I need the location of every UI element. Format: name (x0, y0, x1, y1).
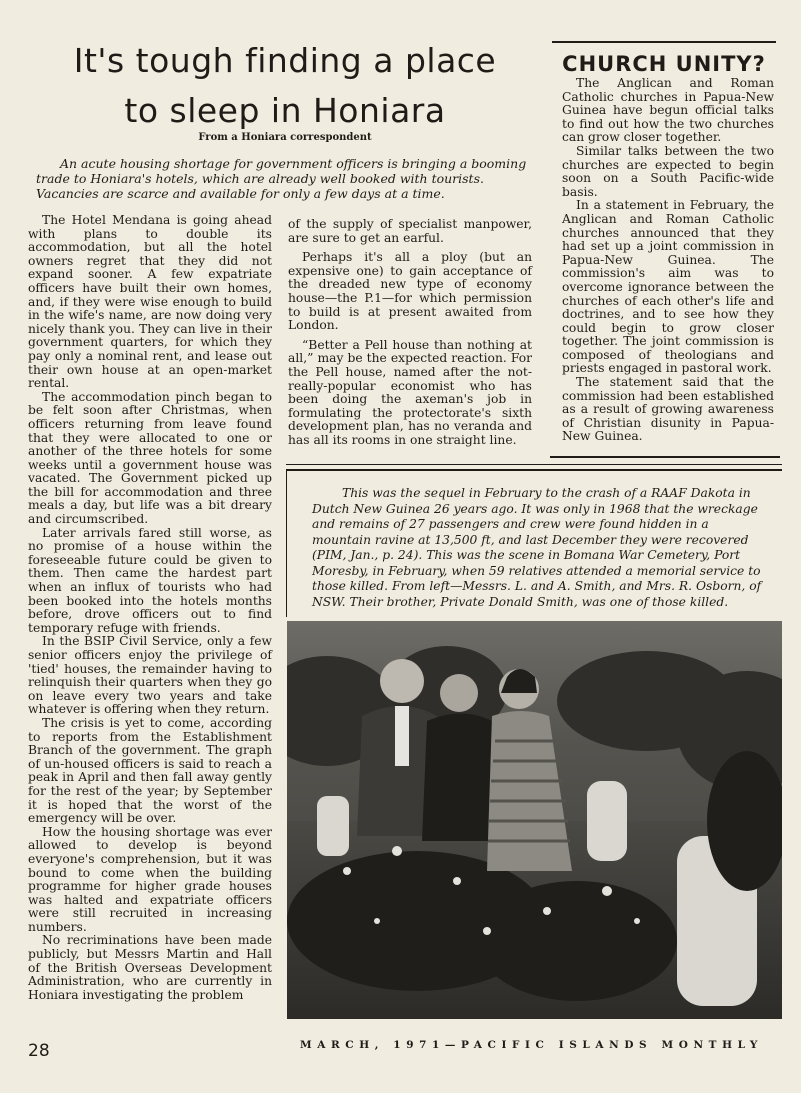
cemetery-photo (287, 621, 782, 1019)
headline-line-1: It's tough finding a place (73, 41, 497, 80)
article-column-middle (288, 218, 532, 448)
article-column-left (28, 214, 272, 1002)
paragraph: Perhaps it's all a ploy (but an expensive one) to gain acceptance of the dreaded new type of economy house—the P.1—for which permission to build is at present awaited from London. (288, 250, 532, 333)
standfirst: An acute housing shortage for government officers is bringing a booming trade to Honiara's hotels, which are already well booked with tourists. Vacancies are scarce and available for only a few days at a time. (36, 156, 527, 201)
sidebar-bottom-rule (550, 456, 780, 458)
paragraph: The crisis is yet to come, according to reports from the Establishment Branch of the government. The graph of un-housed officers is said to reach a peak in April and then fall away gently for the rest of the year; by September it is hoped that the worst of the emergency will be over. (28, 715, 272, 826)
photo-caption: This was the sequel in February to the crash of a RAAF Dakota in Dutch New Guinea 26 years ago. It was only in 1968 that the wreckage and remains of 27 passengers and crew were found hidden in a mountain ravine at 13,500 ft, and last December they were recovered (PIM, Jan., p. 24). This was the scene in Bomana War Cemetery, Port Moresby, in February, when 59 relatives attended a memorial service to those killed. From left—Messrs. L. and A. Smith, and Mrs. R. Osborn, of NSW. Their brother, Private Donald Smith, was one of those killed. (312, 486, 762, 609)
sidebar-title: CHURCH UNITY? (562, 52, 766, 76)
paragraph: Similar talks between the two churches are expected to begin soon on a South Pacific-wide basis. (562, 143, 774, 199)
paragraph: The accommodation pinch began to be felt soon after Christmas, when officers returning from leave found that they were allocated to one or another of the three hotels for some weeks until a government house was vacated. The Government picked up the bill for accommodation and three meals a day, but life was a bit dreary and circumscribed. (28, 389, 272, 527)
headline-line-2: to sleep in Honiara (124, 91, 446, 130)
byline: From a Honiara correspondent (198, 132, 372, 143)
paragraph: How the housing shortage was ever allowed to develop is beyond everyone's comprehension, but it was bound to come when the building programme for higher grade houses was halted and expatriate officers were still recruited in increasing numbers. (28, 824, 272, 934)
paragraph: In the BSIP Civil Service, only a few senior officers enjoy the privilege of 'tied' houses, the remainder having to relinquish their quarters when they go on leave every two years and take whatever is offering when they return. (28, 634, 272, 717)
sidebar-column (562, 77, 774, 444)
paragraph: The statement said that the commission had been established as a result of growing awareness of Christian disunity in Papua-New Guinea. (562, 375, 774, 444)
caption-box-rule (286, 464, 782, 465)
sidebar-top-rule (552, 41, 776, 43)
article-headline (40, 36, 530, 136)
paragraph: The Hotel Mendana is going ahead with plans to double its accommodation, but all the hotel owners regret that they did not expand sooner. A few expatriate officers have built their own homes, and, if they were wise enough to build in the wife's name, are now doing very nicely thank you. They can live in their government quarters, for which they pay only a nominal rent, and lease out their own house at an open-market rental. (28, 213, 272, 391)
page-number: 28 (28, 1041, 50, 1061)
paragraph: “Better a Pell house than nothing at all,” may be the expected reaction. For the Pell house, named after the not-really-popular economist who has been doing the axeman's job in formulating the protectorate's sixth development plan, has no veranda and has all its rooms in one straight line. (288, 337, 532, 447)
paragraph: In a statement in February, the Anglican and Roman Catholic churches announced that they had set up a joint commission in Papua-New Guinea. The commission's aim was to overcome ignorance between the churches of each other's life and doctrines, and to see how they could begin to grow closer together. The joint commission is composed of theologians and priests engaged in pastoral work. (562, 198, 774, 376)
paragraph: Later arrivals fared still worse, as no promise of a house within the foreseeable future could be given to them. Then came the hardest part when an influx of tourists who had been booked into the hotels months before, drove officers out to find temporary refuge with friends. (28, 525, 272, 635)
paragraph: No recriminations have been made publicly, but Messrs Martin and Hall of the British Overseas Development Administration, who are currently in Honiara investigating the problem (28, 933, 272, 1002)
publication-footer: MARCH, 1971—PACIFIC ISLANDS MONTHLY (300, 1039, 764, 1051)
paragraph: of the supply of specialist manpower, are sure to get an earful. (288, 217, 532, 245)
paragraph: The Anglican and Roman Catholic churches in Papua-New Guinea have begun official talks to find out how the two churches can grow closer together. (562, 76, 774, 145)
